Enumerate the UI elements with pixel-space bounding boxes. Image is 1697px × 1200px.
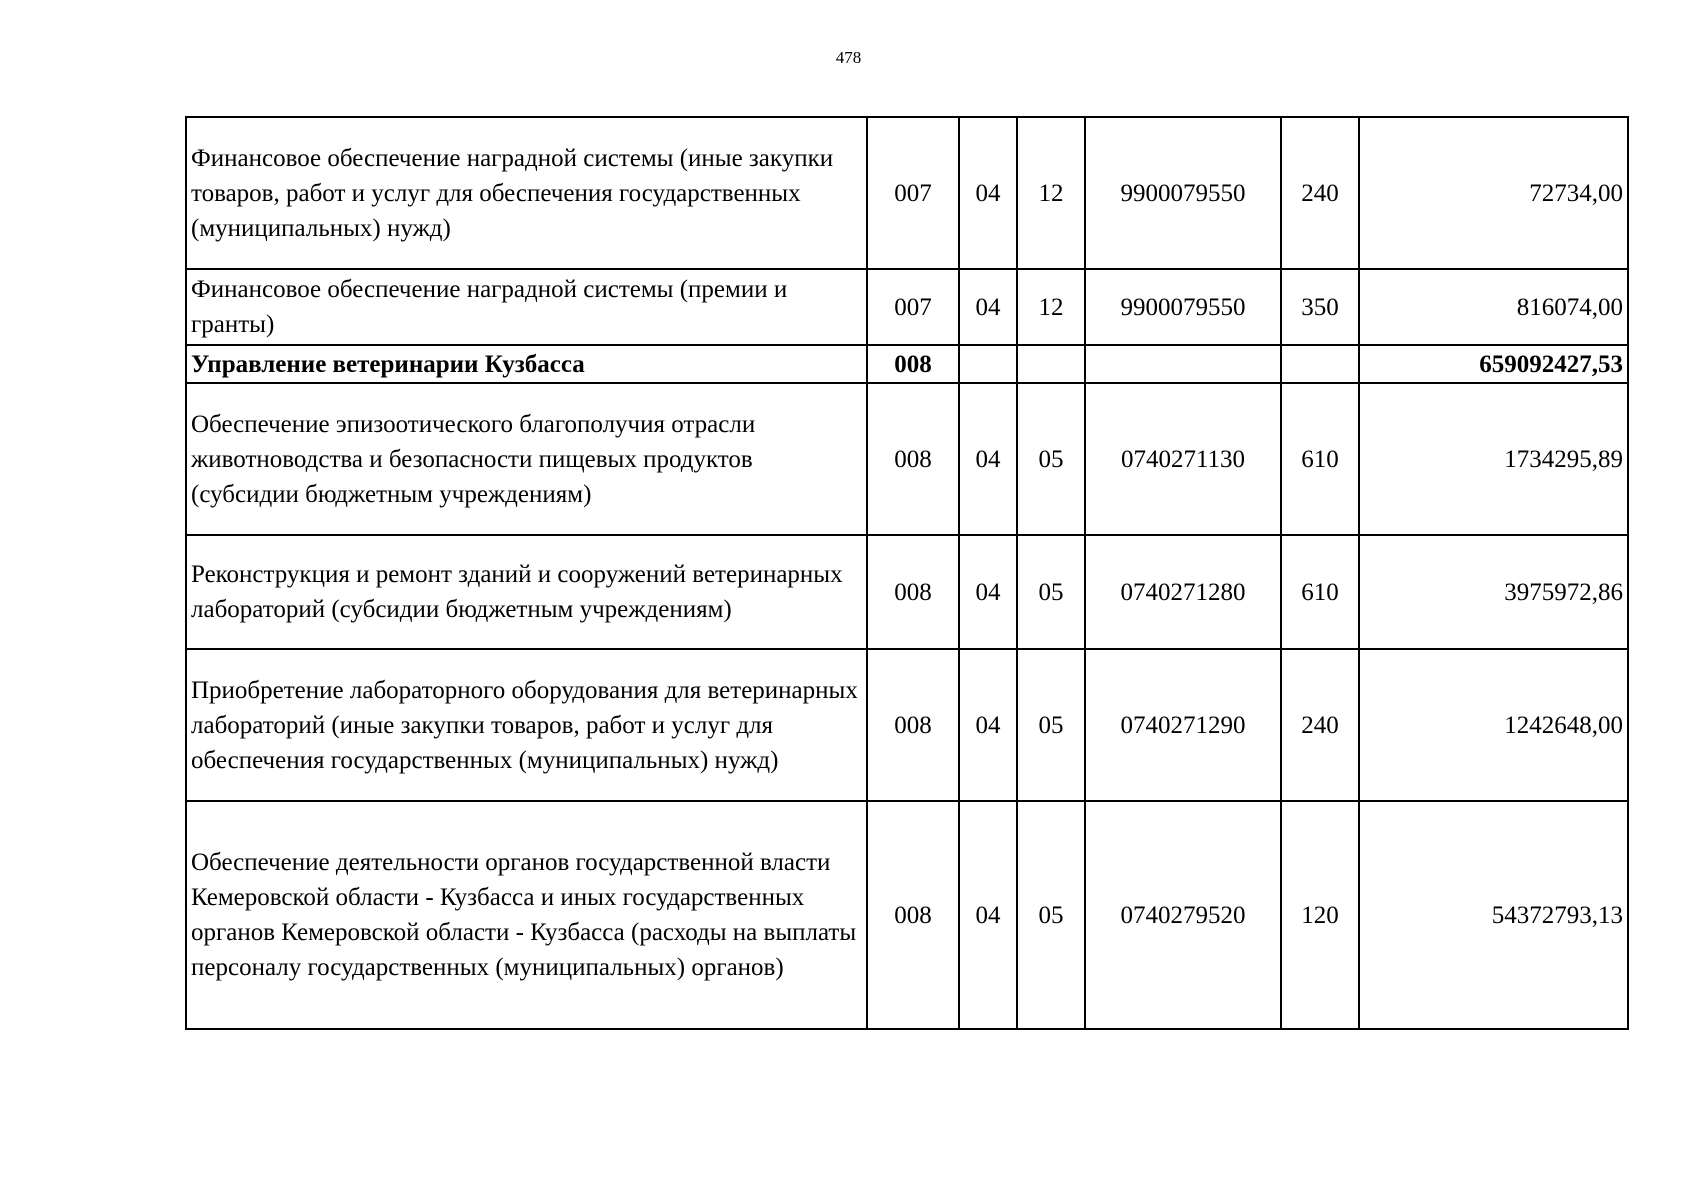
section-code: 04 [959, 649, 1017, 801]
ministry-code: 008 [867, 535, 959, 649]
section-code: 04 [959, 383, 1017, 535]
section-code: 04 [959, 535, 1017, 649]
row-description: Финансовое обеспечение наградной системы (премии и гранты) [186, 269, 867, 345]
subsection-code: 05 [1017, 649, 1085, 801]
target-article-code: 9900079550 [1085, 269, 1281, 345]
subsection-code: 12 [1017, 269, 1085, 345]
page-number: 478 [835, 48, 862, 67]
ministry-code: 008 [867, 649, 959, 801]
target-article-code: 0740271290 [1085, 649, 1281, 801]
target-article-code: 0740279520 [1085, 801, 1281, 1029]
expense-type-code: 240 [1281, 117, 1359, 269]
table-row [186, 117, 1628, 269]
target-article-code: 0740271130 [1085, 383, 1281, 535]
target-article-code: 9900079550 [1085, 117, 1281, 269]
section-code: 04 [959, 801, 1017, 1029]
amount: 1734295,89 [1359, 383, 1628, 535]
expense-type-code: 610 [1281, 535, 1359, 649]
amount: 1242648,00 [1359, 649, 1628, 801]
table-row-subtotal [186, 345, 1628, 383]
ministry-code: 008 [867, 801, 959, 1029]
subsection-code: 12 [1017, 117, 1085, 269]
section-code: 04 [959, 117, 1017, 269]
subsection-code: 05 [1017, 801, 1085, 1029]
row-description: Приобретение лабораторного оборудования для ветеринарных лабораторий (иные закупки товаров, работ и услуг для обеспечения государственных (муниципальных) нужд) [186, 649, 867, 801]
budget-table [185, 116, 1629, 1030]
row-description: Финансовое обеспечение наградной системы (иные закупки товаров, работ и услуг для обеспечения государственных (муниципальных) нужд) [186, 117, 867, 269]
table-row [186, 535, 1628, 649]
row-description: Обеспечение эпизоотического благополучия отрасли животноводства и безопасности пищевых продуктов (субсидии бюджетным учреждениям) [186, 383, 867, 535]
row-description: Управление ветеринарии Кузбасса [186, 345, 867, 383]
expense-type-code: 610 [1281, 383, 1359, 535]
section-code [959, 345, 1017, 383]
ministry-code: 007 [867, 269, 959, 345]
ministry-code: 008 [867, 345, 959, 383]
target-article-code [1085, 345, 1281, 383]
section-code: 04 [959, 269, 1017, 345]
amount: 72734,00 [1359, 117, 1628, 269]
table-row [186, 383, 1628, 535]
row-description: Реконструкция и ремонт зданий и сооружений ветеринарных лабораторий (субсидии бюджетным учреждениям) [186, 535, 867, 649]
subsection-code: 05 [1017, 383, 1085, 535]
row-description: Обеспечение деятельности органов государственной власти Кемеровской области - Кузбасса и иных государственных органов Кемеровской области - Кузбасса (расходы на выплаты персоналу государственных (муниципальных) органов) [186, 801, 867, 1029]
amount: 54372793,13 [1359, 801, 1628, 1029]
expense-type-code: 350 [1281, 269, 1359, 345]
expense-type-code [1281, 345, 1359, 383]
amount: 659092427,53 [1359, 345, 1628, 383]
expense-type-code: 240 [1281, 649, 1359, 801]
ministry-code: 008 [867, 383, 959, 535]
table-row [186, 801, 1628, 1029]
amount: 3975972,86 [1359, 535, 1628, 649]
table-row [186, 649, 1628, 801]
amount: 816074,00 [1359, 269, 1628, 345]
expense-type-code: 120 [1281, 801, 1359, 1029]
ministry-code: 007 [867, 117, 959, 269]
table-row [186, 269, 1628, 345]
subsection-code: 05 [1017, 535, 1085, 649]
subsection-code [1017, 345, 1085, 383]
target-article-code: 0740271280 [1085, 535, 1281, 649]
